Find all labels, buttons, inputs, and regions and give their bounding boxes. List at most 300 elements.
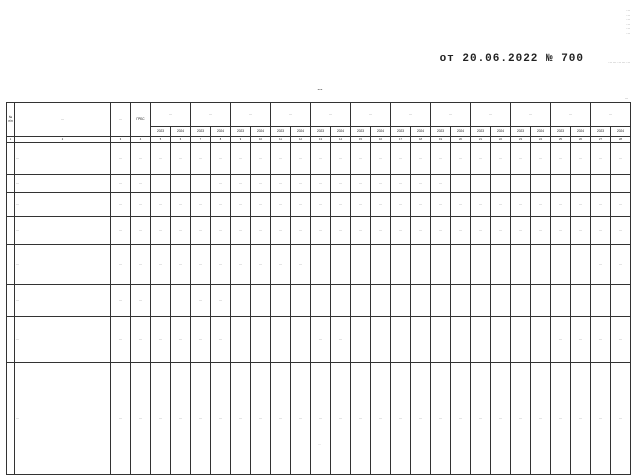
amount-cell: [191, 175, 211, 193]
col-year-header: 2024: [411, 127, 431, 137]
amount-cell: …: [231, 193, 251, 217]
col-group-header: …: [271, 103, 311, 127]
col-index-cell: 11: [271, 137, 291, 143]
amount-cell: [351, 285, 371, 317]
col-index-cell: 14: [331, 137, 351, 143]
amount-cell: …: [191, 363, 211, 475]
amount-cell: …: [391, 143, 411, 175]
units-label: …: [624, 96, 628, 100]
amount-cell: …: [431, 143, 451, 175]
grbs-cell: …: [131, 245, 151, 285]
amount-cell: …: [251, 143, 271, 175]
amount-cell: …: [171, 245, 191, 285]
col-group-header: …: [191, 103, 231, 127]
col-year-header: 2024: [171, 127, 191, 137]
amount-cell: [431, 317, 451, 363]
amount-cell: …: [411, 193, 431, 217]
amount-cell: [531, 317, 551, 363]
amount-cell: [531, 285, 551, 317]
amount-cell: …: [451, 363, 471, 475]
amount-cell: [411, 317, 431, 363]
amount-cell: …: [211, 193, 231, 217]
amount-cell: [351, 245, 371, 285]
amount-cell: …: [371, 175, 391, 193]
grbs-cell: …: [131, 143, 151, 175]
table-row: [7, 175, 631, 193]
col-year-header: 2023: [311, 127, 331, 137]
col-index-cell: 24: [531, 137, 551, 143]
amount-cell: …: [491, 217, 511, 245]
amount-cell: …: [571, 363, 591, 475]
col-index-cell: 9: [231, 137, 251, 143]
amount-cell: …: [391, 363, 411, 475]
appendix-line: …: [621, 60, 626, 64]
amount-cell: …: [311, 363, 331, 475]
amount-cell: …: [231, 363, 251, 475]
direction-code-cell: …: [111, 175, 131, 193]
amount-cell: [571, 245, 591, 285]
amount-cell: …: [311, 317, 331, 363]
col-year-header: 2024: [371, 127, 391, 137]
amount-cell: [391, 245, 411, 285]
amount-cell: …: [251, 245, 271, 285]
amount-cell: …: [211, 285, 231, 317]
amount-cell: [291, 285, 311, 317]
amount-cell: …: [611, 143, 631, 175]
amount-cell: …: [231, 217, 251, 245]
amount-cell: [591, 175, 611, 193]
amount-cell: [451, 175, 471, 193]
col-header-code: …: [111, 103, 131, 137]
col-index-cell: 4: [131, 137, 151, 143]
amount-cell: …: [211, 245, 231, 285]
amount-cell: [611, 285, 631, 317]
amount-cell: [431, 245, 451, 285]
amount-cell: …: [491, 193, 511, 217]
col-index-cell: 27: [591, 137, 611, 143]
amount-cell: …: [591, 217, 611, 245]
row-number-cell: [7, 193, 15, 217]
amount-cell: [331, 285, 351, 317]
col-year-header: 2024: [611, 127, 631, 137]
amount-cell: [491, 245, 511, 285]
col-year-header: 2023: [391, 127, 411, 137]
amount-cell: …: [311, 175, 331, 193]
grbs-cell: …: [131, 193, 151, 217]
appendix-header-secondary: [490, 60, 630, 65]
col-index-cell: 12: [291, 137, 311, 143]
appendix-line: …: [626, 8, 630, 12]
amount-cell: …: [551, 363, 571, 475]
amount-cell: [431, 285, 451, 317]
amount-cell: …: [291, 193, 311, 217]
amount-cell: …: [231, 143, 251, 175]
amount-cell: …: [191, 245, 211, 285]
col-index-cell: 13: [311, 137, 331, 143]
appendix-line: …: [612, 60, 617, 64]
col-index-cell: 28: [611, 137, 631, 143]
amount-cell: [511, 245, 531, 285]
amount-cell: …: [611, 317, 631, 363]
amount-cell: [151, 285, 171, 317]
col-year-header: 2024: [451, 127, 471, 137]
amount-cell: …: [411, 217, 431, 245]
col-year-header: 2023: [551, 127, 571, 137]
col-year-header: 2024: [251, 127, 271, 137]
amount-cell: …: [371, 217, 391, 245]
amount-cell: [611, 175, 631, 193]
appendix-header: [460, 8, 630, 36]
row-number-cell: [7, 285, 15, 317]
amount-cell: [251, 285, 271, 317]
amount-cell: [231, 285, 251, 317]
col-group-header: …: [391, 103, 431, 127]
col-year-header: 2023: [591, 127, 611, 137]
col-group-header: …: [311, 103, 351, 127]
amount-cell: [271, 285, 291, 317]
col-index-cell: 15: [351, 137, 371, 143]
appendix-line: …: [608, 60, 612, 64]
amount-cell: …: [291, 363, 311, 475]
direction-code-cell: …: [111, 317, 131, 363]
col-group-header: …: [351, 103, 391, 127]
amount-cell: …: [151, 217, 171, 245]
col-index-cell: 17: [391, 137, 411, 143]
amount-cell: …: [591, 245, 611, 285]
col-header-name: …: [15, 103, 111, 137]
row-number-cell: [7, 317, 15, 363]
amount-cell: …: [191, 217, 211, 245]
amount-cell: …: [311, 143, 331, 175]
amount-cell: [591, 285, 611, 317]
col-year-header: 2023: [231, 127, 251, 137]
amount-cell: …: [151, 143, 171, 175]
amount-cell: …: [271, 363, 291, 475]
appendix-line: …: [626, 60, 630, 64]
amount-cell: …: [331, 175, 351, 193]
col-index-cell: 1: [7, 137, 15, 143]
amount-cell: …: [411, 175, 431, 193]
grbs-cell: …: [131, 175, 151, 193]
amount-cell: …: [591, 317, 611, 363]
amount-cell: …: [591, 143, 611, 175]
amount-cell: …: [271, 193, 291, 217]
col-index-cell: 20: [451, 137, 471, 143]
col-group-header: …: [231, 103, 271, 127]
col-index-cell: 7: [191, 137, 211, 143]
grbs-cell: …: [131, 317, 151, 363]
amount-cell: …: [531, 217, 551, 245]
amount-cell: …: [311, 193, 331, 217]
amount-cell: …: [331, 317, 351, 363]
amount-cell: …: [151, 317, 171, 363]
row-number-cell: [7, 175, 15, 193]
amount-cell: …: [271, 143, 291, 175]
col-year-header: 2023: [471, 127, 491, 137]
col-header-num: № п/п: [7, 103, 15, 137]
direction-code-cell: …: [111, 143, 131, 175]
amount-cell: …: [291, 217, 311, 245]
amount-cell: [451, 317, 471, 363]
amount-cell: …: [331, 363, 351, 475]
amount-cell: [171, 175, 191, 193]
amount-cell: …: [531, 143, 551, 175]
row-number-cell: [7, 363, 15, 475]
col-index-cell: 19: [431, 137, 451, 143]
amount-cell: …: [251, 193, 271, 217]
amount-cell: [511, 285, 531, 317]
amount-cell: …: [231, 175, 251, 193]
amount-cell: …: [551, 317, 571, 363]
amount-cell: [571, 285, 591, 317]
amount-cell: [511, 175, 531, 193]
amount-cell: [271, 317, 291, 363]
col-year-header: 2024: [291, 127, 311, 137]
col-year-header: 2023: [431, 127, 451, 137]
amount-cell: …: [531, 363, 551, 475]
amount-cell: …: [471, 217, 491, 245]
col-index-cell: 10: [251, 137, 271, 143]
table-row: [7, 217, 631, 245]
col-group-header: …: [151, 103, 191, 127]
document-title: …: [317, 86, 323, 92]
amount-cell: …: [151, 363, 171, 475]
amount-cell: …: [591, 363, 611, 475]
amount-cell: [411, 245, 431, 285]
amount-cell: …: [351, 363, 371, 475]
amount-cell: …: [431, 217, 451, 245]
amount-cell: …: [211, 363, 231, 475]
table-row: [7, 245, 631, 285]
amount-cell: …: [271, 175, 291, 193]
amount-cell: [471, 245, 491, 285]
amount-cell: …: [331, 193, 351, 217]
amount-cell: …: [591, 193, 611, 217]
amount-cell: …: [211, 317, 231, 363]
table-row: [7, 285, 631, 317]
appendix-line: …: [626, 17, 630, 22]
subsidy-name-cell: …: [15, 363, 111, 475]
col-year-header: 2024: [531, 127, 551, 137]
amount-cell: [531, 175, 551, 193]
amount-cell: [291, 317, 311, 363]
amount-cell: …: [291, 245, 311, 285]
row-number-cell: [7, 143, 15, 175]
subsidy-name-cell: …: [15, 285, 111, 317]
col-year-header: 2024: [331, 127, 351, 137]
amount-cell: [251, 317, 271, 363]
amount-cell: [411, 285, 431, 317]
amount-cell: [171, 285, 191, 317]
amount-cell: [451, 245, 471, 285]
col-index-cell: 6: [171, 137, 191, 143]
col-index-cell: 18: [411, 137, 431, 143]
amount-cell: …: [271, 245, 291, 285]
amount-cell: [491, 175, 511, 193]
direction-code-cell: …: [111, 245, 131, 285]
subsidy-name-cell: …: [15, 245, 111, 285]
amount-cell: [311, 285, 331, 317]
col-index-cell: 23: [511, 137, 531, 143]
col-group-header: …: [591, 103, 631, 127]
amount-cell: …: [551, 217, 571, 245]
amount-cell: [451, 285, 471, 317]
table-row: [7, 143, 631, 175]
amount-cell: …: [391, 217, 411, 245]
col-index-cell: 3: [111, 137, 131, 143]
amount-cell: …: [371, 363, 391, 475]
amount-cell: …: [411, 143, 431, 175]
amount-cell: …: [451, 193, 471, 217]
amount-cell: …: [171, 143, 191, 175]
col-year-header: 2023: [351, 127, 371, 137]
amount-cell: [391, 285, 411, 317]
subsidy-name-cell: …: [15, 143, 111, 175]
amount-cell: …: [151, 193, 171, 217]
amount-cell: …: [191, 143, 211, 175]
amount-cell: …: [391, 175, 411, 193]
amount-cell: …: [571, 193, 591, 217]
col-year-header: 2023: [191, 127, 211, 137]
subsidy-name-cell: …: [15, 317, 111, 363]
amount-cell: …: [251, 363, 271, 475]
col-index-cell: 8: [211, 137, 231, 143]
subsidy-table: [6, 102, 631, 475]
amount-cell: …: [191, 285, 211, 317]
amount-cell: …: [511, 193, 531, 217]
row-number-cell: [7, 217, 15, 245]
amount-cell: …: [351, 193, 371, 217]
date-stamp: от 20.06.2022 № 700: [439, 53, 584, 65]
subsidy-name-cell: …: [15, 193, 111, 217]
amount-cell: …: [231, 245, 251, 285]
amount-cell: …: [171, 363, 191, 475]
col-year-header: 2024: [571, 127, 591, 137]
subsidy-name-cell: …: [15, 175, 111, 193]
amount-cell: …: [451, 143, 471, 175]
col-year-header: 2023: [271, 127, 291, 137]
amount-cell: …: [611, 217, 631, 245]
amount-cell: [511, 317, 531, 363]
grbs-cell: …: [131, 217, 151, 245]
amount-cell: [471, 317, 491, 363]
amount-cell: …: [511, 217, 531, 245]
table-row: [7, 363, 631, 475]
amount-cell: [151, 175, 171, 193]
amount-cell: …: [251, 217, 271, 245]
col-group-header: …: [511, 103, 551, 127]
direction-code-cell: …: [111, 217, 131, 245]
appendix-line: …: [617, 60, 621, 64]
amount-cell: [571, 175, 591, 193]
amount-cell: …: [571, 143, 591, 175]
direction-code-cell: …: [111, 193, 131, 217]
amount-cell: [491, 317, 511, 363]
amount-cell: …: [431, 175, 451, 193]
amount-cell: …: [351, 175, 371, 193]
amount-cell: [231, 317, 251, 363]
col-header-grbs: ГРБС: [131, 103, 151, 137]
amount-cell: …: [611, 193, 631, 217]
col-index-cell: 25: [551, 137, 571, 143]
amount-cell: …: [171, 193, 191, 217]
amount-cell: [551, 285, 571, 317]
amount-cell: …: [171, 317, 191, 363]
grbs-cell: …: [131, 363, 151, 475]
amount-cell: [551, 245, 571, 285]
amount-cell: …: [211, 143, 231, 175]
row-number-cell: [7, 245, 15, 285]
appendix-line: …: [626, 21, 630, 26]
amount-cell: …: [371, 143, 391, 175]
col-index-cell: 5: [151, 137, 171, 143]
amount-cell: …: [471, 363, 491, 475]
amount-cell: …: [171, 217, 191, 245]
amount-cell: …: [311, 217, 331, 245]
amount-cell: [471, 285, 491, 317]
amount-cell: …: [351, 143, 371, 175]
page-number: …: [318, 442, 321, 446]
amount-cell: …: [351, 217, 371, 245]
amount-cell: …: [251, 175, 271, 193]
amount-cell: [371, 285, 391, 317]
amount-cell: …: [531, 193, 551, 217]
amount-cell: …: [511, 143, 531, 175]
table-row: [7, 317, 631, 363]
amount-cell: …: [611, 245, 631, 285]
amount-cell: …: [291, 175, 311, 193]
amount-cell: …: [331, 143, 351, 175]
amount-cell: [491, 285, 511, 317]
amount-cell: …: [551, 193, 571, 217]
amount-cell: …: [271, 217, 291, 245]
col-group-header: …: [551, 103, 591, 127]
amount-cell: [551, 175, 571, 193]
amount-cell: [371, 245, 391, 285]
amount-cell: …: [511, 363, 531, 475]
amount-cell: …: [191, 317, 211, 363]
appendix-line: …: [626, 12, 630, 17]
amount-cell: …: [571, 317, 591, 363]
amount-cell: …: [571, 217, 591, 245]
amount-cell: [331, 245, 351, 285]
amount-cell: …: [191, 193, 211, 217]
amount-cell: …: [431, 363, 451, 475]
amount-cell: [351, 317, 371, 363]
col-index-cell: 22: [491, 137, 511, 143]
appendix-line: …: [626, 30, 630, 35]
amount-cell: …: [471, 143, 491, 175]
direction-code-cell: …: [111, 363, 131, 475]
amount-cell: …: [431, 193, 451, 217]
amount-cell: [531, 245, 551, 285]
amount-cell: [311, 245, 331, 285]
amount-cell: …: [451, 217, 471, 245]
col-index-cell: 16: [371, 137, 391, 143]
amount-cell: …: [331, 217, 351, 245]
direction-code-cell: …: [111, 285, 131, 317]
subsidy-name-cell: …: [15, 217, 111, 245]
col-year-header: 2024: [491, 127, 511, 137]
amount-cell: …: [391, 193, 411, 217]
amount-cell: …: [211, 175, 231, 193]
col-year-header: 2023: [511, 127, 531, 137]
amount-cell: [471, 175, 491, 193]
col-group-header: …: [471, 103, 511, 127]
amount-cell: …: [551, 143, 571, 175]
col-year-header: 2024: [211, 127, 231, 137]
table-row: [7, 193, 631, 217]
